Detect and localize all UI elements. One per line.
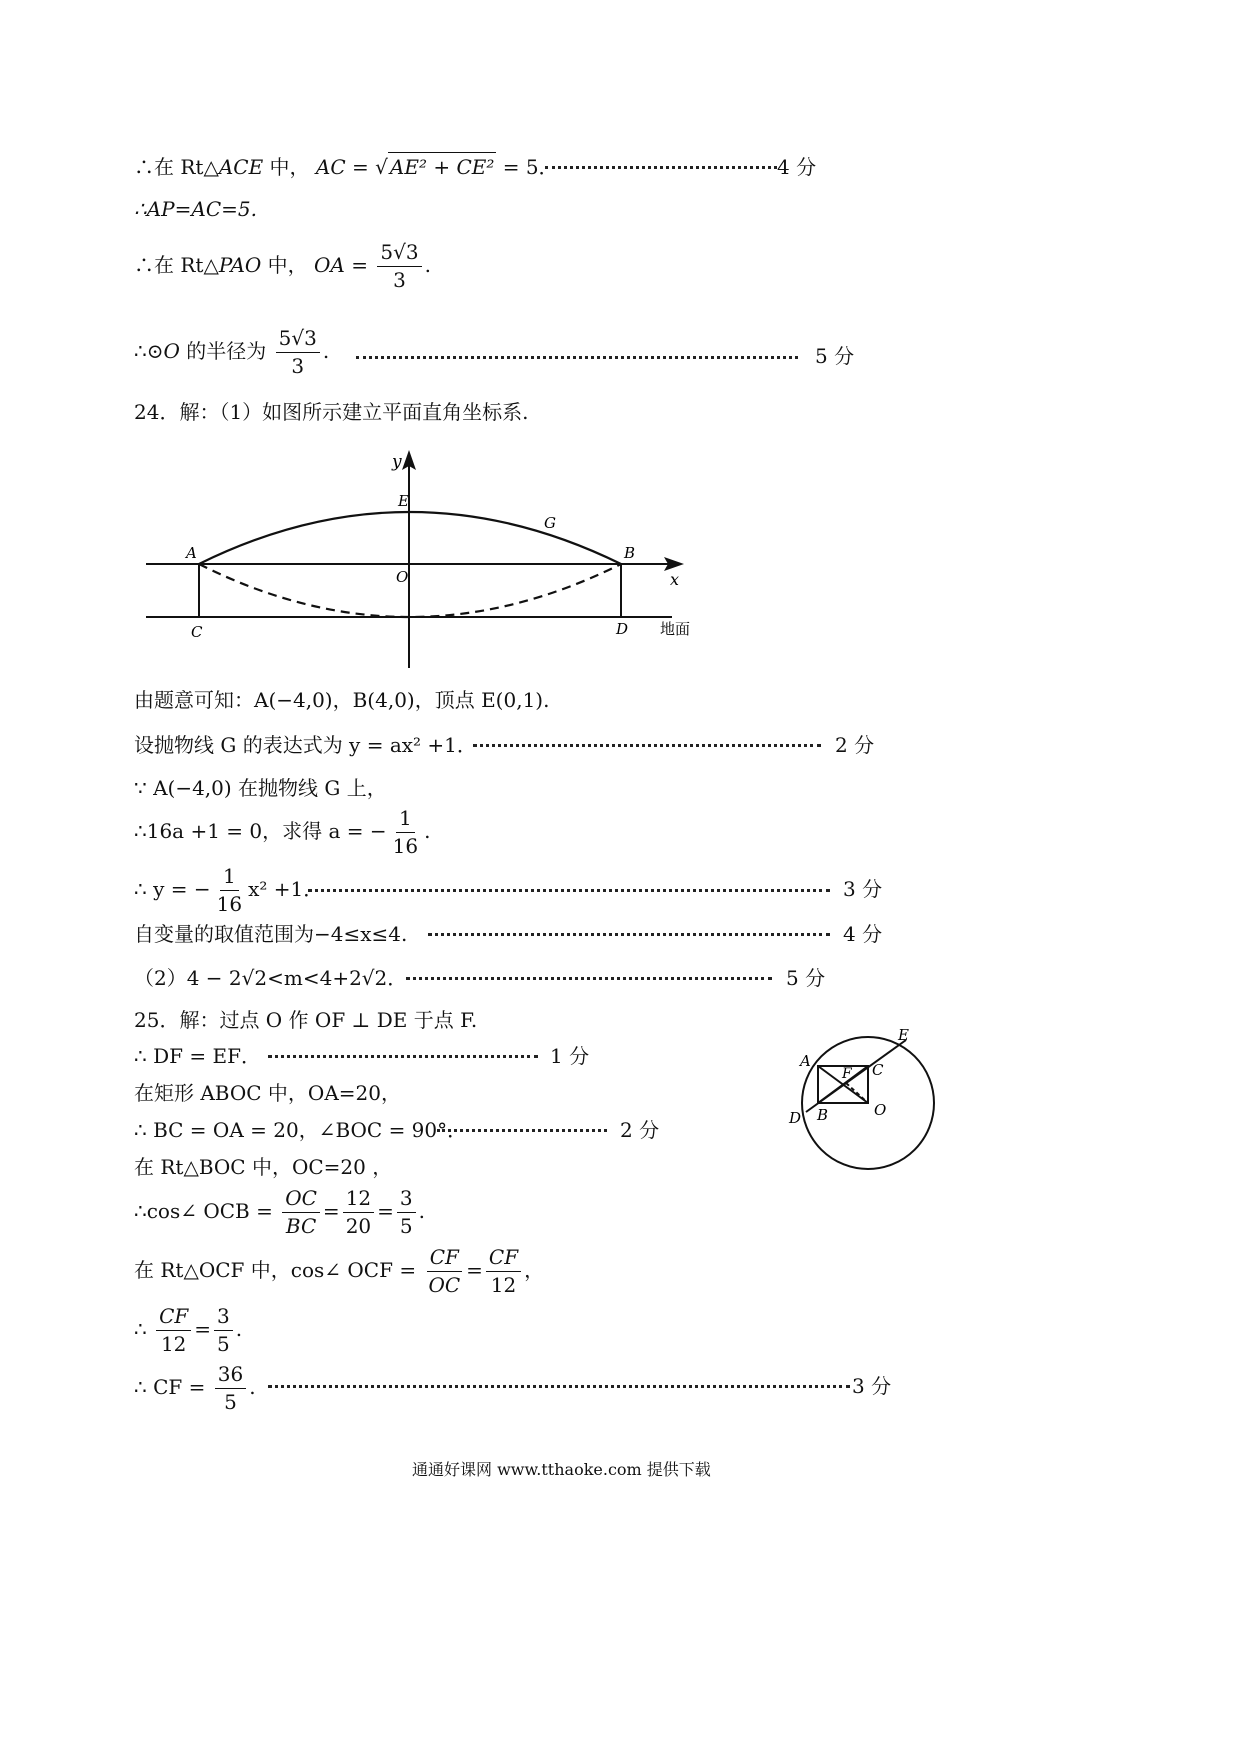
q24-heading: 24．解：（1）如图所示建立平面直角坐标系. (134, 400, 529, 424)
fraction-1-over-16: $\frac{1}{16}$ (392, 806, 419, 858)
label-e: E (398, 492, 409, 510)
leader-dots (428, 933, 830, 936)
leader-dots (545, 166, 777, 169)
q25-cf-result: ∴ CF = $\frac{36}{5}$ . (134, 1362, 256, 1414)
fraction-12-over-20: $\frac{12}{20}$ (343, 1188, 374, 1237)
label-e: E (898, 1026, 909, 1044)
q25-cos-ocf: 在 Rt△OCF 中，cos∠ OCF = $\frac{CF}{OC}$ = $\frac{CF}{12}$ ， (134, 1245, 545, 1297)
label-a: A (186, 544, 197, 562)
label-o: O (874, 1101, 887, 1119)
leader-dots (356, 356, 798, 359)
line-ac-length: ∴在 Rt△ACE 中， AC = √ AE² + CE² = 5． (134, 157, 559, 177)
line-oa-length: ∴在 Rt△PAO 中， OA = $\frac{5√3}{3}$ . (134, 240, 431, 292)
q25-bc: ∴ BC = OA = 20，∠BOC = 90°． (134, 1118, 468, 1142)
score-4: 4 分 (843, 922, 883, 946)
fraction-5sqrt3-over-3: $\frac{5√3}{3}$ (276, 328, 320, 377)
label-c: C (191, 623, 203, 641)
label-c: C (872, 1061, 884, 1079)
q25-heading: 25．解：过点 O 作 OF ⊥ DE 于点 F. (134, 1008, 478, 1032)
leader-dots (268, 1055, 538, 1058)
circle-figure (780, 1020, 950, 1180)
score-3: 3 分 (843, 877, 883, 901)
fraction-36-over-5: $\frac{36}{5}$ (215, 1364, 246, 1413)
leader-dots (406, 977, 772, 980)
label-d: D (616, 620, 629, 638)
fraction-1-over-16: $\frac{1}{16}$ (216, 864, 243, 916)
fraction-3-over-5: $\frac{3}{5}$ (214, 1306, 233, 1355)
page-footer: 通通好课网 www.tthaoke.com 提供下载 (412, 1460, 711, 1479)
score-2: 2 分 (620, 1118, 660, 1142)
label-ground: 地面 (660, 620, 691, 638)
score-1: 1 分 (550, 1044, 590, 1068)
sqrt-expression: √ AE² + CE² (375, 157, 496, 177)
label-y: y (392, 452, 402, 472)
q24-set-expression: 设抛物线 G 的表达式为 y = ax² +1． (134, 733, 477, 757)
fraction-3-over-5: $\frac{3}{5}$ (397, 1188, 416, 1237)
leader-dots (308, 889, 830, 892)
label-g: G (544, 514, 556, 532)
parabola-figure (140, 445, 715, 675)
chord-de (806, 1040, 906, 1112)
score-5: 5 分 (786, 966, 826, 990)
q24-equation: ∴ y = − $\frac{1}{16}$ x² +1． (134, 864, 324, 916)
q24-range: 自变量的取值范围为−4≤x≤4. (134, 922, 408, 946)
fraction-cf-over-oc: $\frac{CF}{OC}$ (428, 1245, 461, 1297)
q25-ratio: ∴ $\frac{CF}{12}$ = $\frac{3}{5}$ . (134, 1304, 243, 1356)
q25-cos-ocb: ∴cos∠ OCB = $\frac{OC}{BC}$ = $\frac{12}{20}$ = $\frac{3}{5}$ . (134, 1186, 425, 1238)
q24-since: ∵ A(−4,0) 在抛物线 G 上， (134, 776, 387, 800)
label-o: O (396, 568, 409, 586)
label-d: D (789, 1109, 802, 1127)
q24-solve-a: ∴16a +1 = 0，求得 a = − $\frac{1}{16}$ . (134, 806, 431, 858)
q25-rectangle: 在矩形 ABOC 中，OA=20， (134, 1081, 401, 1105)
fraction-oc-over-bc: $\frac{OC}{BC}$ (282, 1188, 320, 1237)
q24-given: 由题意可知：A(−4,0)，B(4,0)，顶点 E(0,1). (134, 688, 550, 712)
score-4: 4 分 (777, 155, 817, 179)
q25-df-ef: ∴ DF = EF． (134, 1044, 261, 1068)
score-3: 3 分 (852, 1374, 892, 1398)
fraction-5sqrt3-over-3: $\frac{5√3}{3}$ (377, 242, 421, 291)
q24-part2: （2）4 − 2√2<m<4+2√2． (134, 966, 408, 990)
q25-rt-boc: 在 Rt△BOC 中，OC=20 ， (134, 1155, 393, 1179)
line-ap-ac: ∴AP=AC=5. (134, 197, 257, 221)
label-f: F (842, 1066, 852, 1082)
fraction-cf-over-12: $\frac{CF}{12}$ (156, 1306, 191, 1355)
label-b: B (817, 1106, 829, 1124)
leader-dots (437, 1129, 607, 1132)
score-5: 5 分 (815, 344, 855, 368)
leader-dots (473, 744, 821, 747)
score-2: 2 分 (835, 733, 875, 757)
fraction-cf-over-12: $\frac{CF}{12}$ (486, 1247, 521, 1296)
label-a: A (800, 1052, 811, 1070)
label-x: x (670, 570, 680, 589)
line-radius: ∴⊙O 的半径为 $\frac{5√3}{3}$ . (134, 326, 330, 378)
leader-dots (268, 1385, 850, 1388)
label-b: B (624, 544, 636, 562)
